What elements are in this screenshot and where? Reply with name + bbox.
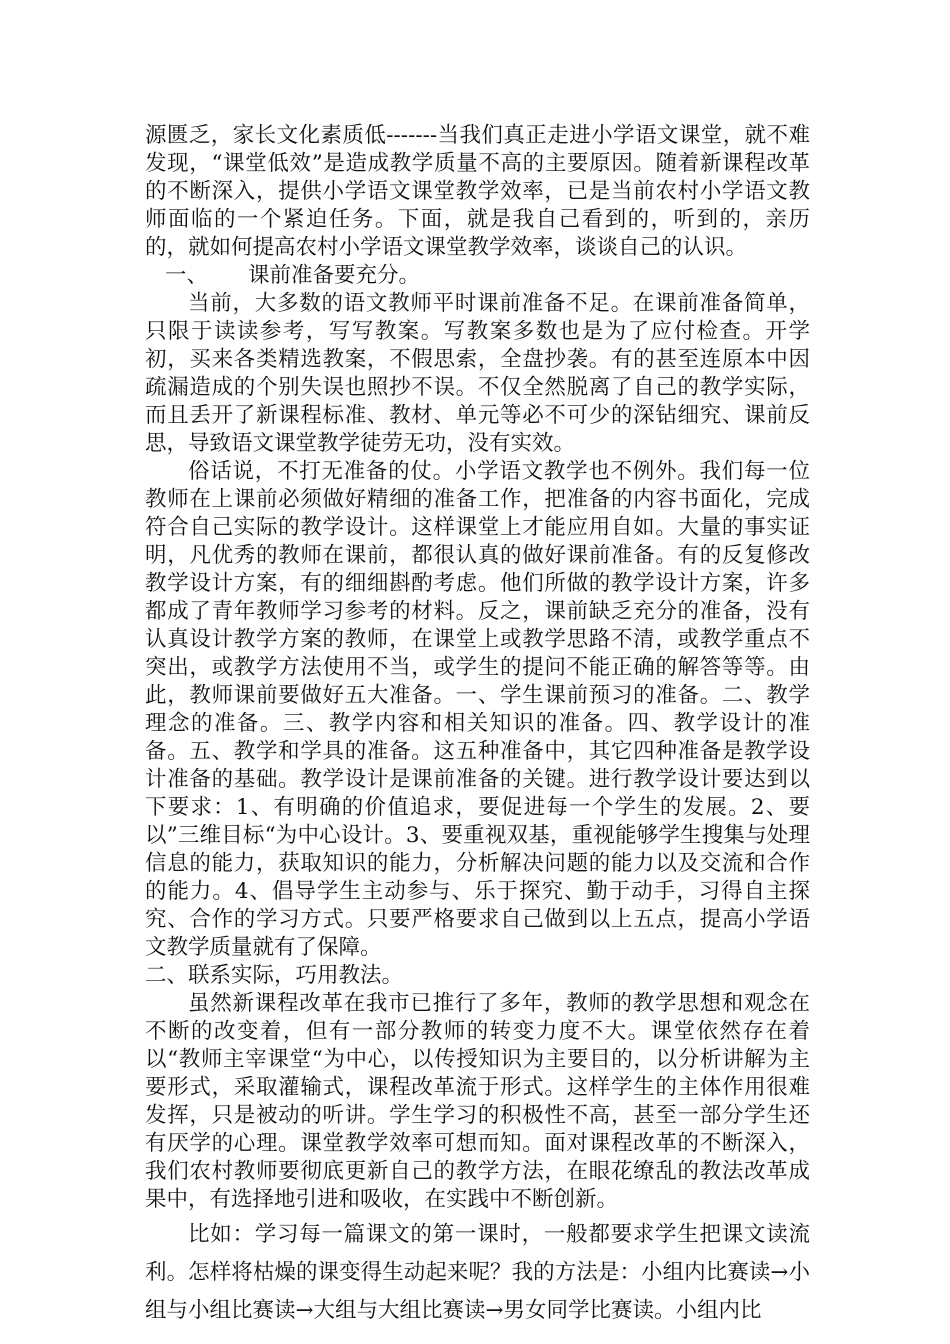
paragraph-reading-example: 比如：学习每一篇课文的第一课时，一般都要求学生把课文读流利。怎样将枯燥的课变得生动起来呢？我的方法是：小组内比赛读→小组与小组比赛读→大组与大组比赛读→男女同学比赛读。小组内比 <box>145 1222 810 1323</box>
paragraph-preparation-requirements: 俗话说，不打无准备的仗。小学语文教学也不例外。我们每一位教师在上课前必须做好精细的准备工作，把准备的内容书面化，完成符合自己实际的教学设计。这样课堂上才能应用自如。大量的事实证明，凡优秀的教师在课前，都很认真的做好课前准备。有的反复修改教学设计方案，有的细细斟酌考虑。他们所做的教学设计方案，许多都成了青年教师学习参考的材料。反之，课前缺乏充分的准备，没有认真设计教学方案的教师，在课堂上或教学思路不清，或教学重点不突出，或教学方法使用不当，或学生的提问不能正确的解答等等。由此，教师课前要做好五大准备。一、学生课前预习的准备。二、教学理念的准备。三、教学内容和相关知识的准备。四、教学设计的准备。五、教学和学具的准备。这五种准备中，其它四种准备是教学设计准备的基础。教学设计是课前准备的关键。进行教学设计要达到以下要求：1、有明确的价值追求，要促进每一个学生的发展。2、要以”三维目标“为中心设计。3、要重视双基，重视能够学生搜集与处理信息的能力，获取知识的能力，分析解决问题的能力以及交流和合作的能力。4、倡导学生主动参与、乐于探究、勤于动手，习得自主探究、合作的学习方式。只要严格要求自己做到以上五点，提高小学语文教学质量就有了保障。 <box>145 459 810 960</box>
document-page <box>145 122 810 1330</box>
paragraph-preparation-problem: 当前，大多数的语文教师平时课前准备不足。在课前准备简单，只限于读读参考，写写教案。写教案多数也是为了应付检查。开学初，买来各类精选教案，不假思索，全盘抄袭。有的甚至连原本中因疏漏造成的个别失误也照抄不误。不仅全然脱离了自己的教学实际，而且丢开了新课程标准、教材、单元等必不可少的深钻细究、课前反思，导致语文课堂教学徒劳无功，没有实效。 <box>145 291 810 456</box>
paragraph-teaching-methods: 虽然新课程改革在我市已推行了多年，教师的教学思想和观念在不断的改变着，但有一部分教师的转变力度不大。课堂依然存在着以“教师主宰课堂“为中心，以传授知识为主要目的，以分析讲解为主要形式，采取灌输式，课程改革流于形式。这样学生的主体作用很难发挥，只是被动的听讲。学生学习的积极性不高，甚至一部分学生还有厌学的心理。课堂教学效率可想而知。面对课程改革的不断深入，我们农村教师要彻底更新自己的教学方法，在眼花缭乱的教法改革成果中，有选择地引进和吸收，在实践中不断创新。 <box>145 991 810 1212</box>
section-heading-2: 二、联系实际，巧用教法。 <box>145 963 404 988</box>
paragraph-intro-continued: 源匮乏，家长文化素质低-------当我们真正走进小学语文课堂，就不难发现，“课堂低效”是造成教学质量不高的主要原因。随着新课程改革的不断深入，提供小学语文课堂教学效率，已是当前农村小学语文教师面临的一个紧迫任务。下面，就是我自己看到的，听到的，亲历的，就如何提高农村小学语文课堂教学效率，谈谈自己的认识。 <box>145 123 810 260</box>
section-heading-1-number: 一、 <box>165 263 209 288</box>
section-heading-1-title: 课前准备要充分。 <box>248 263 421 288</box>
section-heading-1 <box>145 262 810 290</box>
